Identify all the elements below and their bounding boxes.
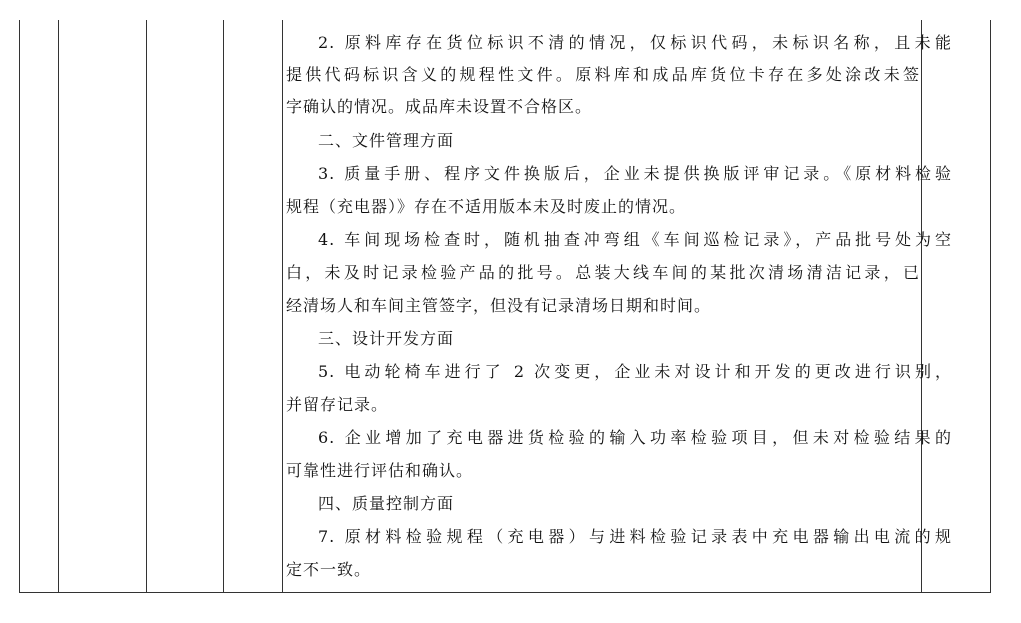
text-line: 4. 车间现场检查时，随机抽查冲弯组《车间巡检记录》，产品批号处为空 [318, 230, 952, 249]
text-line: 5. 电动轮椅车进行了 2 次变更，企业未对设计和开发的更改进行识别， [318, 362, 952, 381]
findings-content-cell [283, 20, 952, 592]
inspection-findings-table [19, 20, 991, 593]
text-line: 白，未及时记录检验产品的批号。总装大线车间的某批次清场清洁记录，已 [286, 263, 920, 282]
text-line: 6. 企业增加了充电器进货检验的输入功率检验项目，但未对检验结果的 [318, 428, 952, 447]
column-divider [146, 20, 147, 592]
text-line: 可靠性进行评估和确认。 [286, 461, 474, 480]
column-divider [223, 20, 224, 592]
text-line: 2. 原料库存在货位标识不清的情况，仅标识代码，未标识名称，且未能 [318, 33, 952, 52]
text-line: 字确认的情况。成品库未设置不合格区。 [286, 97, 593, 116]
section-heading: 二、文件管理方面 [318, 131, 455, 150]
text-line: 并留存记录。 [286, 395, 389, 414]
section-heading: 三、设计开发方面 [318, 329, 455, 348]
column-divider [58, 20, 59, 592]
text-line: 3. 质量手册、程序文件换版后，企业未提供换版评审记录。《原材料检验 [318, 164, 952, 183]
text-line: 提供代码标识含义的规程性文件。原料库和成品库货位卡存在多处涂改未签 [286, 65, 920, 84]
text-line: 7. 原材料检验规程（充电器）与进料检验记录表中充电器输出电流的规 [318, 527, 952, 546]
text-line: 定不一致。 [286, 560, 372, 579]
text-line: 规程（充电器）》存在不适用版本未及时废止的情况。 [286, 197, 687, 216]
text-line: 经清场人和车间主管签字，但没有记录清场日期和时间。 [286, 296, 712, 315]
section-heading: 四、质量控制方面 [318, 494, 455, 513]
